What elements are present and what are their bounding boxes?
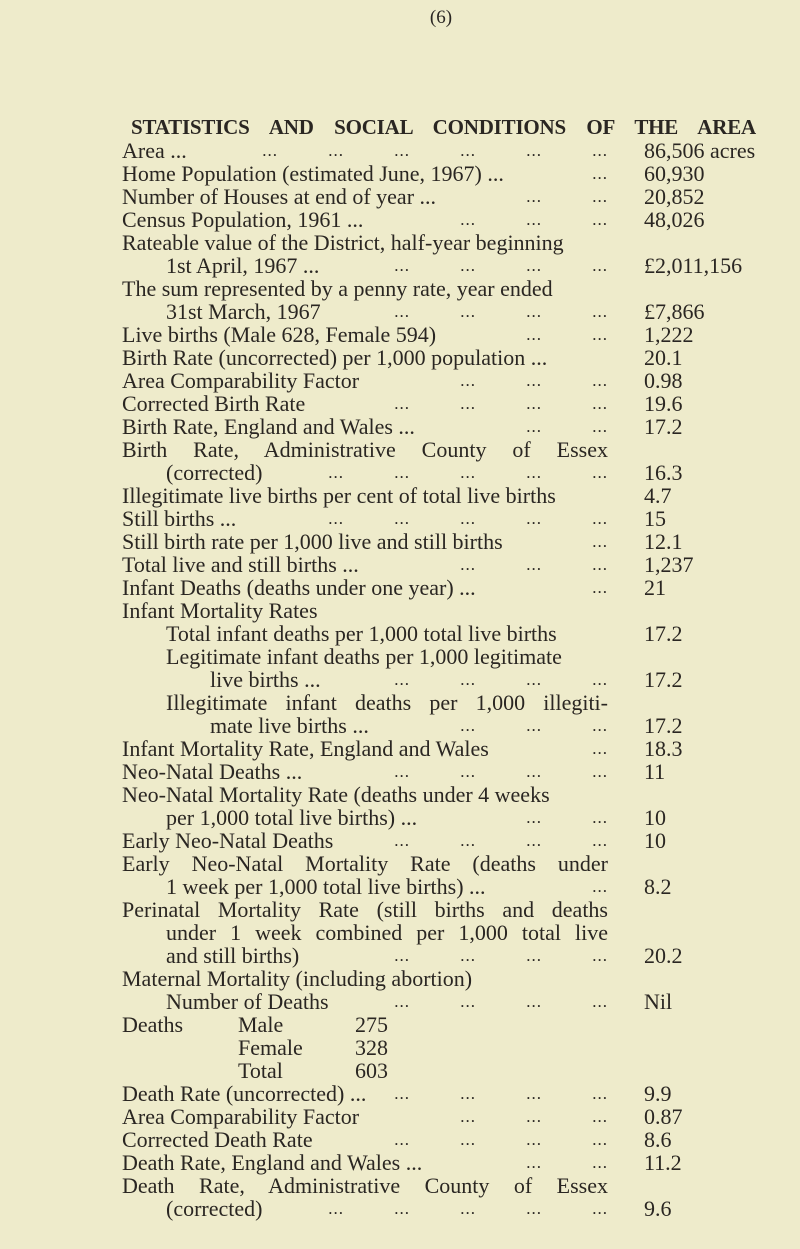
leader-dots <box>344 944 608 967</box>
leader-dot-group: ... <box>460 1107 476 1126</box>
row-label: (corrected) <box>166 1196 263 1221</box>
table-row <box>122 277 800 300</box>
row-label: 31st March, 1967 <box>166 299 321 324</box>
page-title: STATISTICS AND SOCIAL CONDITIONS OF THE AREA <box>131 115 756 139</box>
row-label: Illegitimate infant deaths per 1,000 illegiti- <box>166 690 608 715</box>
row-value: 1,222 <box>644 322 694 347</box>
leader-dot-group: ... <box>394 1084 410 1103</box>
leader-dot-group: ... <box>394 1130 410 1149</box>
leader-dot-group: ... <box>394 141 410 160</box>
leader-dot-group: ... <box>526 1153 542 1172</box>
leader-dot-group: ... <box>460 762 476 781</box>
leader-dots <box>410 553 608 576</box>
leader-dot-group: ... <box>394 394 410 413</box>
table-row <box>122 1128 800 1151</box>
table-row <box>122 553 800 576</box>
row-label: Corrected Birth Rate <box>122 391 306 416</box>
row-label: live births ... <box>210 667 321 692</box>
row-label: (corrected) <box>166 460 263 485</box>
leader-dot-group: ... <box>592 716 608 735</box>
row-value: 4.7 <box>644 483 672 508</box>
leader-dots <box>542 875 608 898</box>
row-value: 8.6 <box>644 1127 672 1152</box>
row-value: £7,866 <box>644 299 705 324</box>
leader-dot-group: ... <box>592 946 608 965</box>
leader-dots <box>278 1197 608 1220</box>
leader-dot-group: ... <box>526 256 542 275</box>
leader-dot-group: ... <box>460 1084 476 1103</box>
leader-dot-group: ... <box>592 1130 608 1149</box>
leader-dot-group: ... <box>592 164 608 183</box>
row-value: 48,026 <box>644 207 705 232</box>
table-row <box>122 852 800 875</box>
leader-dot-group: ... <box>592 578 608 597</box>
row-label: Infant Mortality Rates <box>122 598 318 623</box>
row-value: 9.9 <box>644 1081 672 1106</box>
row-label: Death Rate, Administrative County of Essex <box>122 1173 608 1198</box>
leader-dot-group: ... <box>526 555 542 574</box>
leader-dot-group: ... <box>460 555 476 574</box>
row-label: Home Population (estimated June, 1967) ... <box>122 161 504 186</box>
leader-dot-group: ... <box>592 762 608 781</box>
leader-dots <box>344 1128 608 1151</box>
leader-dots <box>344 668 608 691</box>
leader-dots <box>344 990 608 1013</box>
table-row <box>122 806 800 829</box>
leader-dot-group: ... <box>460 1130 476 1149</box>
row-value: 0.98 <box>644 368 683 393</box>
leader-dot-group: ... <box>460 1199 476 1218</box>
row-label: per 1,000 total live births) ... <box>166 805 418 830</box>
row-label: Number of Deaths <box>166 989 329 1014</box>
table-row <box>122 599 800 622</box>
table-row <box>122 1105 800 1128</box>
row-label: Rateable value of the District, half-year beginning <box>122 230 564 255</box>
row-label: Maternal Mortality (including abortion) <box>122 966 473 991</box>
leader-dot-group: ... <box>460 831 476 850</box>
leader-dot-group: ... <box>460 302 476 321</box>
row-value: 60,930 <box>644 161 705 186</box>
leader-dot-group: ... <box>262 141 278 160</box>
table-row <box>122 300 800 323</box>
row-value: 19.6 <box>644 391 683 416</box>
table-row <box>122 783 800 806</box>
leader-dot-group: ... <box>526 808 542 827</box>
row-label: Still birth rate per 1,000 live and still births <box>122 529 503 554</box>
row-label: Birth Rate, England and Wales ... <box>122 414 415 439</box>
leader-dot-group: ... <box>526 762 542 781</box>
leader-dot-group: ... <box>394 670 410 689</box>
leader-dot-group: ... <box>460 716 476 735</box>
row-value: 21 <box>644 575 666 600</box>
leader-dot-group: ... <box>394 302 410 321</box>
leader-dots <box>542 576 608 599</box>
table-row <box>122 369 800 392</box>
leader-dot-group: ... <box>526 509 542 528</box>
leader-dot-group: ... <box>592 555 608 574</box>
table-row <box>122 1174 800 1197</box>
leader-dot-group: ... <box>394 256 410 275</box>
row-label: Infant Mortality Rate, England and Wales <box>122 736 489 761</box>
leader-dot-group: ... <box>328 141 344 160</box>
row-value: 17.2 <box>644 713 683 738</box>
leader-dots <box>476 323 608 346</box>
leader-dot-group: ... <box>394 1199 410 1218</box>
leader-dot-group: ... <box>592 417 608 436</box>
leader-dot-group: ... <box>526 187 542 206</box>
row-value: 10 <box>644 805 666 830</box>
leader-dot-group: ... <box>592 256 608 275</box>
leader-dots <box>344 254 608 277</box>
leader-dot-group: ... <box>592 739 608 758</box>
row-label: Perinatal Mortality Rate (still births and deaths <box>122 897 608 922</box>
table-row <box>122 484 800 507</box>
leader-dots <box>344 760 608 783</box>
row-label: Early Neo-Natal Mortality Rate (deaths under <box>122 851 608 876</box>
leader-dot-group: ... <box>328 1199 344 1218</box>
table-row <box>122 461 800 484</box>
deaths-label: Deaths <box>122 1012 184 1037</box>
table-row <box>122 530 800 553</box>
table-row <box>122 507 800 530</box>
table-row <box>122 829 800 852</box>
row-value: 18.3 <box>644 736 683 761</box>
row-value: 17.2 <box>644 667 683 692</box>
leader-dot-group: ... <box>526 417 542 436</box>
statistics-table <box>122 139 800 1220</box>
table-row <box>122 875 800 898</box>
table-row <box>122 185 800 208</box>
table-row <box>122 208 800 231</box>
row-value: 8.2 <box>644 874 672 899</box>
row-value: 9.6 <box>644 1196 672 1221</box>
table-row <box>122 346 800 369</box>
row-label: 1 week per 1,000 total live births) ... <box>166 874 486 899</box>
table-row <box>122 737 800 760</box>
table-row <box>122 967 800 990</box>
table-row <box>122 990 800 1013</box>
leader-dot-group: ... <box>526 1199 542 1218</box>
table-row <box>122 254 800 277</box>
leader-dot-group: ... <box>592 187 608 206</box>
leader-dots <box>410 369 608 392</box>
table-row <box>122 323 800 346</box>
deaths-sex-label: Total <box>238 1058 283 1083</box>
deaths-row <box>122 1059 800 1082</box>
leader-dot-group: ... <box>394 831 410 850</box>
leader-dot-group: ... <box>592 877 608 896</box>
deaths-sex-label: Male <box>238 1012 284 1037</box>
row-label: The sum represented by a penny rate, year ended <box>122 276 553 301</box>
leader-dot-group: ... <box>592 831 608 850</box>
leader-dot-group: ... <box>592 808 608 827</box>
leader-dot-group: ... <box>460 371 476 390</box>
page-number: (6) <box>429 7 453 28</box>
table-row <box>122 139 800 162</box>
row-label: Area Comparability Factor <box>122 1104 360 1129</box>
table-row <box>122 622 800 645</box>
leader-dot-group: ... <box>460 463 476 482</box>
row-label: 1st April, 1967 ... <box>166 253 320 278</box>
row-label: Birth Rate (uncorrected) per 1,000 population ... <box>122 345 548 370</box>
leader-dot-group: ... <box>460 210 476 229</box>
leader-dots <box>410 714 608 737</box>
leader-dot-group: ... <box>592 1153 608 1172</box>
leader-dot-group: ... <box>526 716 542 735</box>
table-row <box>122 691 800 714</box>
row-value: 17.2 <box>644 414 683 439</box>
row-label: Number of Houses at end of year ... <box>122 184 437 209</box>
row-value: 17.2 <box>644 621 683 646</box>
leader-dot-group: ... <box>460 141 476 160</box>
leader-dots <box>278 461 608 484</box>
deaths-count: 328 <box>355 1035 388 1060</box>
row-label: and still births) <box>166 943 300 968</box>
leader-dots <box>410 1105 608 1128</box>
leader-dots <box>344 1082 608 1105</box>
deaths-count: 603 <box>355 1058 388 1083</box>
table-row <box>122 162 800 185</box>
leader-dot-group: ... <box>460 509 476 528</box>
leader-dot-group: ... <box>526 1107 542 1126</box>
leader-dots <box>476 415 608 438</box>
table-row <box>122 438 800 461</box>
table-row <box>122 1197 800 1220</box>
row-label: Area Comparability Factor <box>122 368 360 393</box>
leader-dot-group: ... <box>592 325 608 344</box>
leader-dot-group: ... <box>394 463 410 482</box>
row-value: 1,237 <box>644 552 694 577</box>
row-label: Neo-Natal Mortality Rate (deaths under 4 weeks <box>122 782 550 807</box>
leader-dots <box>344 392 608 415</box>
leader-dot-group: ... <box>526 463 542 482</box>
row-label: Early Neo-Natal Deaths <box>122 828 334 853</box>
leader-dot-group: ... <box>460 946 476 965</box>
deaths-count: 275 <box>355 1012 388 1037</box>
leader-dot-group: ... <box>526 371 542 390</box>
leader-dot-group: ... <box>526 831 542 850</box>
leader-dot-group: ... <box>592 1199 608 1218</box>
leader-dots <box>476 1151 608 1174</box>
leader-dot-group: ... <box>394 992 410 1011</box>
leader-dot-group: ... <box>592 532 608 551</box>
row-value: 20.1 <box>644 345 683 370</box>
leader-dot-group: ... <box>592 371 608 390</box>
table-row <box>122 760 800 783</box>
leader-dot-group: ... <box>394 946 410 965</box>
table-row <box>122 944 800 967</box>
row-value: £2,011,156 <box>644 253 743 278</box>
leader-dot-group: ... <box>592 1107 608 1126</box>
row-value: 10 <box>644 828 666 853</box>
leader-dot-group: ... <box>526 946 542 965</box>
leader-dots <box>476 185 608 208</box>
row-label: Area ... <box>122 138 187 163</box>
deaths-row <box>122 1013 800 1036</box>
leader-dot-group: ... <box>526 394 542 413</box>
table-row <box>122 1151 800 1174</box>
leader-dot-group: ... <box>592 1084 608 1103</box>
table-row <box>122 1082 800 1105</box>
leader-dot-group: ... <box>592 463 608 482</box>
row-value: 15 <box>644 506 666 531</box>
leader-dot-group: ... <box>526 1084 542 1103</box>
row-value: 20.2 <box>644 943 683 968</box>
leader-dots <box>410 208 608 231</box>
table-row <box>122 668 800 691</box>
leader-dot-group: ... <box>328 463 344 482</box>
leader-dot-group: ... <box>592 141 608 160</box>
leader-dots <box>542 162 608 185</box>
leader-dots <box>278 507 608 530</box>
row-label: Infant Deaths (deaths under one year) ... <box>122 575 476 600</box>
row-label: Census Population, 1961 ... <box>122 207 364 232</box>
row-label: Total infant deaths per 1,000 total live births <box>166 621 557 646</box>
leader-dot-group: ... <box>460 670 476 689</box>
leader-dot-group: ... <box>460 394 476 413</box>
row-label: under 1 week combined per 1,000 total live <box>166 920 608 945</box>
table-row <box>122 898 800 921</box>
leader-dots <box>344 829 608 852</box>
table-row <box>122 231 800 254</box>
leader-dot-group: ... <box>592 670 608 689</box>
row-value: 16.3 <box>644 460 683 485</box>
leader-dot-group: ... <box>526 670 542 689</box>
table-row <box>122 415 800 438</box>
leader-dot-group: ... <box>592 302 608 321</box>
leader-dot-group: ... <box>592 992 608 1011</box>
leader-dot-group: ... <box>526 302 542 321</box>
leader-dot-group: ... <box>526 325 542 344</box>
table-row <box>122 645 800 668</box>
row-label: Legitimate infant deaths per 1,000 legitimate <box>166 644 562 669</box>
row-label: Live births (Male 628, Female 594) <box>122 322 437 347</box>
row-label: Total live and still births ... <box>122 552 359 577</box>
leader-dots <box>542 737 608 760</box>
row-value: 0.87 <box>644 1104 683 1129</box>
leader-dot-group: ... <box>526 992 542 1011</box>
leader-dot-group: ... <box>526 210 542 229</box>
leader-dot-group: ... <box>328 509 344 528</box>
table-row <box>122 576 800 599</box>
deaths-row <box>122 1036 800 1059</box>
row-label: Neo-Natal Deaths ... <box>122 759 303 784</box>
leader-dots <box>542 530 608 553</box>
deaths-sex-label: Female <box>238 1035 303 1060</box>
leader-dot-group: ... <box>394 509 410 528</box>
row-value: 86,506 acres <box>644 138 756 163</box>
leader-dots <box>212 139 608 162</box>
leader-dot-group: ... <box>592 509 608 528</box>
row-label: Death Rate (uncorrected) ... <box>122 1081 367 1106</box>
row-value: 11.2 <box>644 1150 682 1175</box>
leader-dots <box>476 806 608 829</box>
row-value: 20,852 <box>644 184 705 209</box>
leader-dots <box>344 300 608 323</box>
row-label: Corrected Death Rate <box>122 1127 313 1152</box>
row-label: Death Rate, England and Wales ... <box>122 1150 423 1175</box>
row-label: Illegitimate live births per cent of total live births <box>122 483 556 508</box>
row-label: Birth Rate, Administrative County of Essex <box>122 437 608 462</box>
leader-dot-group: ... <box>460 256 476 275</box>
leader-dot-group: ... <box>526 141 542 160</box>
row-value: 12.1 <box>644 529 683 554</box>
row-value: 11 <box>644 759 666 784</box>
table-row <box>122 921 800 944</box>
row-label: mate live births ... <box>210 713 369 738</box>
table-row <box>122 392 800 415</box>
leader-dot-group: ... <box>394 762 410 781</box>
leader-dot-group: ... <box>592 394 608 413</box>
table-row <box>122 714 800 737</box>
row-value: Nil <box>644 989 673 1014</box>
leader-dot-group: ... <box>592 210 608 229</box>
leader-dot-group: ... <box>526 1130 542 1149</box>
leader-dot-group: ... <box>460 992 476 1011</box>
row-label: Still births ... <box>122 506 237 531</box>
